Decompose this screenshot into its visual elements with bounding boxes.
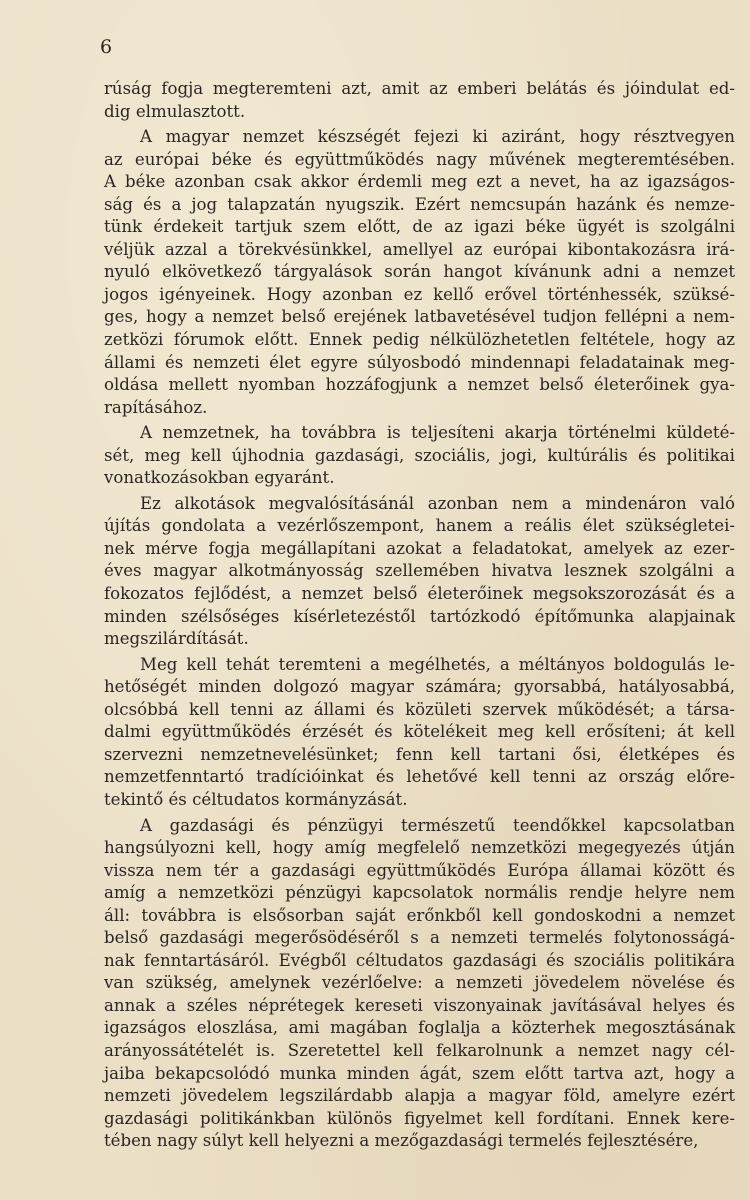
text-line: szervezni nemzetnevelésünket; fenn kell tartani ősi, életképes és [104,744,735,764]
text-line: igazságos eloszlása, ami magában foglalja a közterhek megosztásának [104,1018,735,1038]
text-line: sét, meg kell újhodnia gazdasági, szociális, jogi, kultúrális és politikai [104,445,735,465]
text-line: áll: továbbra is elsősorban saját erőnkből kell gondoskodni a nemzet [104,905,735,925]
text-line: véljük azzal a törekvésünkkel, amellyel az európai kibontakozásra irá- [104,239,735,259]
text-line: minden szélsőséges kísérletezéstől tartózkodó építőmunka alapjainak [104,606,735,626]
text-line: gazdasági politikánkban különös figyelmet kell fordítani. Ennek kere- [104,1108,735,1128]
text-line: arányossátételét is. Szeretettel kell felkarolnunk a nemzet nagy cél- [104,1040,735,1060]
text-line: tekintő és céltudatos kormányzását. [104,789,408,809]
text-line: nak fenntartásáról. Evégből céltudatos gazdasági és szociális politikára [104,950,735,970]
text-line: Meg kell tehát teremteni a megélhetés, a méltányos boldogulás le- [140,654,735,674]
text-line: vissza nem tér a gazdasági együttműködés Európa államai között és [104,860,735,880]
page-number: 6 [100,36,113,58]
text-line: zetközi fórumok előtt. Ennek pedig nélkülözhetetlen feltétele, hogy az [104,330,735,350]
text-line: rúság fogja megteremteni azt, amit az emberi belátás és jóindulat ed- [104,79,735,98]
text-line: A gazdasági és pénzügyi természetű teendőkkel kapcsolatban [140,815,735,835]
paragraph [104,815,735,1153]
text-line: nyuló elkövetkező tárgyalások során hangot kívánunk adni a nemzet [104,262,735,282]
paragraph [104,422,735,490]
text-line: az európai béke és együttműködés nagy művének megteremtésében. [104,149,735,169]
text-line: belső gazdasági megerősödéséről s a nemzeti termelés folytonosságá- [104,928,735,948]
text-line: jogos igényeinek. Hogy azonban ez kellő erővel történhessék, szüksé- [104,284,735,304]
text-line: dig elmulasztott. [104,101,246,121]
text-line: A magyar nemzet készségét fejezi ki aziránt, hogy résztvegyen [140,127,735,147]
text-line: Ez alkotások megvalósításánál azonban nem a mindenáron való [140,493,735,513]
body-text [104,78,735,1156]
text-line: hetőségét minden dolgozó magyar számára; gyorsabbá, hatályosabbá, [104,677,735,697]
text-line: ges, hogy a nemzet belső erejének latbavetésével tudjon fellépni a nem- [104,307,735,327]
text-line: annak a széles néprétegek kereseti viszonyainak javításával helyes és [104,995,735,1015]
text-line: újítás gondolata a vezérlőszempont, hanem a reális élet szükségletei- [104,516,735,536]
text-line: rapításához. [104,397,208,417]
text-line: tünk érdekeit tartjuk szem előtt, de az igazi béke ügyét is szolgálni [104,217,735,237]
text-line: fokozatos fejlődést, a nemzet belső életerőinek megsokszorozását és a [104,584,735,604]
text-line: nemzetfenntartó tradícióinkat és lehetővé kell tenni az ország előre- [104,767,735,787]
text-line: állami és nemzeti élet egyre súlyosbodó mindennapi feladatainak meg- [104,352,735,372]
text-line: van szükség, amelynek vezérlőelve: a nemzeti jövedelem növelése és [104,973,735,993]
text-line: A béke azonban csak akkor érdemli meg ezt a nevet, ha az igazságos- [104,172,735,192]
text-line: olcsóbbá kell tenni az állami és közületi szervek működését; a társa- [104,699,735,719]
text-line: dalmi együttműködés érzését és kötelékeit meg kell erősíteni; át kell [104,722,735,742]
text-line: jaiba bekapcsolódó munka minden ágát, szem előtt tartva azt, hogy a [104,1063,735,1083]
paragraph [104,493,735,651]
text-line: vonatkozásokban egyaránt. [104,468,335,488]
text-line: tében nagy súlyt kell helyezni a mezőgazdasági termelés fejlesztésére, [104,1131,699,1151]
text-line: oldása mellett nyomban hozzáfogjunk a nemzet belső életerőinek gya- [104,375,735,395]
text-line: nek mérve fogja megállapítani azokat a feladatokat, amelyek az ezer- [104,538,735,558]
paragraph [104,126,735,419]
paragraph [104,78,735,123]
text-line: éves magyar alkotmányosság szellemében hivatva lesznek szolgálni a [104,561,735,581]
text-line: hangsúlyozni kell, hogy amíg megfelelő nemzetközi megegyezés útján [104,838,735,858]
text-line: amíg a nemzetközi pénzügyi kapcsolatok normális rendje helyre nem [104,883,735,903]
text-line: ság és a jog talapzatán nyugszik. Ezért nemcsupán hazánk és nemze- [104,194,735,214]
text-line: megszilárdítását. [104,629,249,649]
text-line: nemzeti jövedelem legszilárdabb alapja a magyar föld, amelyre ezért [104,1086,735,1106]
paragraph [104,654,735,812]
text-line: A nemzetnek, ha továbbra is teljesíteni akarja történelmi küldeté- [140,423,735,443]
